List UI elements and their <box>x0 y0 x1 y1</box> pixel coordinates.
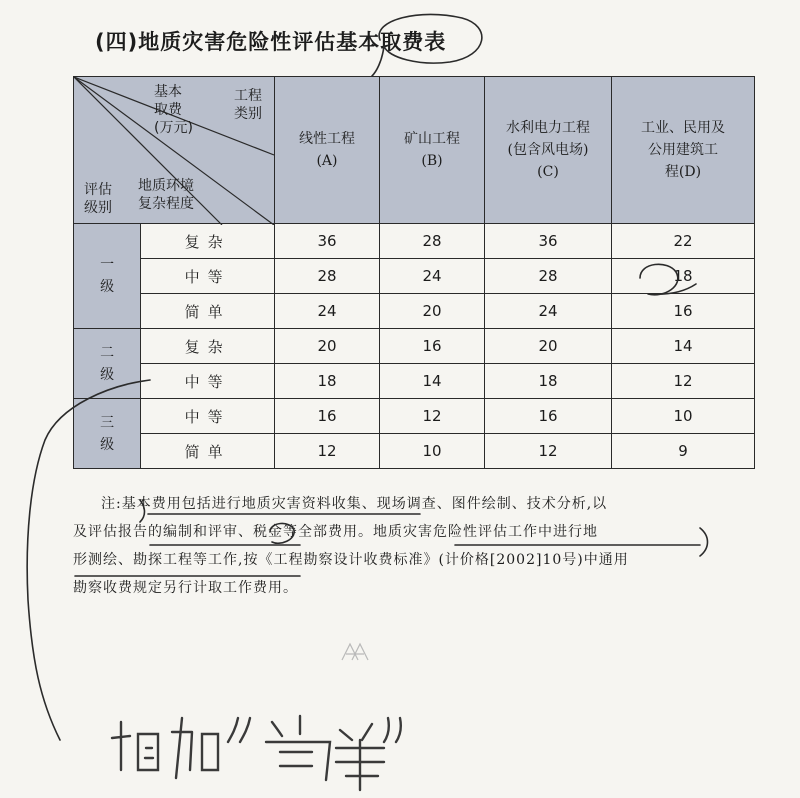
value-cell: 12 <box>275 434 380 469</box>
value-cell: 10 <box>612 399 755 434</box>
value-cell: 36 <box>275 224 380 259</box>
footnote-line: 及评估报告的编制和评审、税金等全部费用。地质灾害危险性评估工作中进行地 <box>73 524 598 540</box>
value-cell: 14 <box>380 364 485 399</box>
page-title: (四)地质灾害危险性评估基本取费表 <box>95 30 447 54</box>
complexity-cell: 简单 <box>141 434 275 469</box>
value-cell: 24 <box>485 294 612 329</box>
column-header-d: 工业、民用及 公用建筑工 程(D) <box>612 77 755 224</box>
corner-category-label: 工程 类别 <box>234 88 262 122</box>
level-3-label: 三 级 <box>74 399 141 469</box>
column-header-b: 矿山工程 (B) <box>380 77 485 224</box>
value-cell: 16 <box>275 399 380 434</box>
handwritten-note-text <box>112 716 401 790</box>
table-row <box>74 259 755 294</box>
value-cell: 18 <box>275 364 380 399</box>
corner-fee-label: 基本 取费 (万元) <box>154 84 193 136</box>
complexity-cell: 中等 <box>141 399 275 434</box>
value-cell: 12 <box>612 364 755 399</box>
complexity-cell: 简单 <box>141 294 275 329</box>
complexity-cell: 中等 <box>141 259 275 294</box>
value-cell: 28 <box>275 259 380 294</box>
level-1-label: 一 级 <box>74 224 141 329</box>
complexity-cell: 中等 <box>141 364 275 399</box>
value-cell: 16 <box>485 399 612 434</box>
faint-margin-mark <box>342 644 368 660</box>
value-cell: 20 <box>380 294 485 329</box>
value-cell: 18 <box>612 259 755 294</box>
value-cell: 10 <box>380 434 485 469</box>
value-cell: 24 <box>275 294 380 329</box>
value-cell: 14 <box>612 329 755 364</box>
value-cell: 36 <box>485 224 612 259</box>
complexity-cell: 复杂 <box>141 224 275 259</box>
value-cell: 28 <box>380 224 485 259</box>
fee-table <box>73 76 755 469</box>
value-cell: 28 <box>485 259 612 294</box>
value-cell: 16 <box>612 294 755 329</box>
header-row <box>74 77 755 224</box>
table-row <box>74 329 755 364</box>
table-row <box>74 364 755 399</box>
value-cell: 20 <box>485 329 612 364</box>
value-cell: 24 <box>380 259 485 294</box>
complexity-cell: 复杂 <box>141 329 275 364</box>
table-row <box>74 224 755 259</box>
footnote-line: 勘察收费规定另行计取工作费用。 <box>73 580 298 596</box>
corner-env-label: 地质环境 复杂程度 <box>138 178 194 212</box>
corner-level-label: 评估 级别 <box>84 182 112 216</box>
column-header-a: 线性工程 (A) <box>275 77 380 224</box>
value-cell: 22 <box>612 224 755 259</box>
value-cell: 16 <box>380 329 485 364</box>
value-cell: 9 <box>612 434 755 469</box>
level-2-label: 二 级 <box>74 329 141 399</box>
footnote-line: 形测绘、勘探工程等工作,按《工程勘察设计收费标准》(计价格[2002]10号)中通用 <box>73 552 629 568</box>
value-cell: 12 <box>380 399 485 434</box>
column-header-c: 水利电力工程 (包含风电场) (C) <box>485 77 612 224</box>
table-row <box>74 399 755 434</box>
value-cell: 12 <box>485 434 612 469</box>
value-cell: 18 <box>485 364 612 399</box>
diagonal-header-cell <box>74 77 275 224</box>
table-row <box>74 434 755 469</box>
value-cell: 20 <box>275 329 380 364</box>
footnote-line: 注:基本费用包括进行地质灾害资料收集、现场调查、图件绘制、技术分析,以 <box>101 496 608 512</box>
table-footnote <box>73 490 713 602</box>
table-row <box>74 294 755 329</box>
